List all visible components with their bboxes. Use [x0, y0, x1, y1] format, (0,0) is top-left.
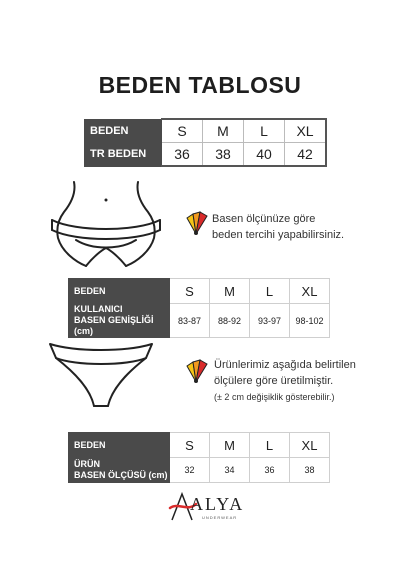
size-cell: L [250, 433, 290, 458]
size-conversion-table [84, 118, 327, 167]
size-cell: L [244, 119, 285, 143]
table-row [69, 304, 330, 338]
measure-cell: 83-87 [170, 304, 210, 338]
note-line: beden tercihi yapabilirsiniz. [212, 229, 345, 241]
table-row [69, 279, 330, 304]
measurement-note [212, 211, 392, 243]
measure-cell: 32 [170, 458, 210, 483]
measure-cell: 88-92 [210, 304, 250, 338]
measure-cell: 34 [210, 458, 250, 483]
color-fan-icon [184, 358, 210, 384]
table-row [69, 458, 330, 483]
size-cell: S [162, 119, 203, 143]
briefs-illustration [46, 338, 156, 410]
tr-size-cell: 40 [244, 143, 285, 167]
size-cell: XL [290, 433, 330, 458]
color-fan-icon [184, 210, 210, 236]
measure-cell: 93-97 [250, 304, 290, 338]
measure-cell: 38 [290, 458, 330, 483]
row-label-line: BASEN GENİŞLİĞİ (cm) [74, 315, 154, 336]
row-label-line: ÜRÜN [74, 459, 100, 469]
row-label [69, 304, 170, 338]
note-line: ölçülere göre üretilmiştir. [214, 375, 334, 387]
row-label: BEDEN [85, 119, 162, 143]
size-cell: M [210, 433, 250, 458]
size-cell: L [250, 279, 290, 304]
table-row [85, 143, 327, 167]
note-line: Basen ölçünüze göre [212, 213, 316, 225]
row-label-line: BASEN ÖLÇÜSÜ (cm) [74, 470, 168, 480]
tr-size-cell: 36 [162, 143, 203, 167]
production-note [214, 357, 394, 405]
measure-cell: 36 [250, 458, 290, 483]
alya-logo [168, 490, 245, 529]
table-row [69, 433, 330, 458]
size-cell: S [170, 279, 210, 304]
size-cell: M [203, 119, 244, 143]
size-cell: S [170, 433, 210, 458]
tolerance-note: (± 2 cm değişiklik gösterebilir.) [214, 392, 335, 402]
size-cell: M [210, 279, 250, 304]
row-label: BEDEN [69, 433, 170, 458]
row-label [69, 458, 170, 483]
tr-size-cell: 42 [285, 143, 327, 167]
row-label: BEDEN [69, 279, 170, 304]
waist-measure-illustration [46, 180, 166, 270]
page-title: BEDEN TABLOSU [98, 72, 302, 98]
measure-cell: 98-102 [290, 304, 330, 338]
product-hip-table [68, 432, 330, 483]
logo-tagline: UNDERWEAR [202, 515, 238, 520]
logo-wordmark: ALYA [190, 494, 245, 514]
user-hip-table [68, 278, 330, 338]
size-cell: XL [290, 279, 330, 304]
note-line: Ürünlerimiz aşağıda belirtilen [214, 359, 356, 371]
table-row [85, 119, 327, 143]
row-label-line: KULLANICI [74, 304, 123, 314]
row-label: TR BEDEN [85, 143, 162, 167]
tr-size-cell: 38 [203, 143, 244, 167]
size-cell: XL [285, 119, 327, 143]
